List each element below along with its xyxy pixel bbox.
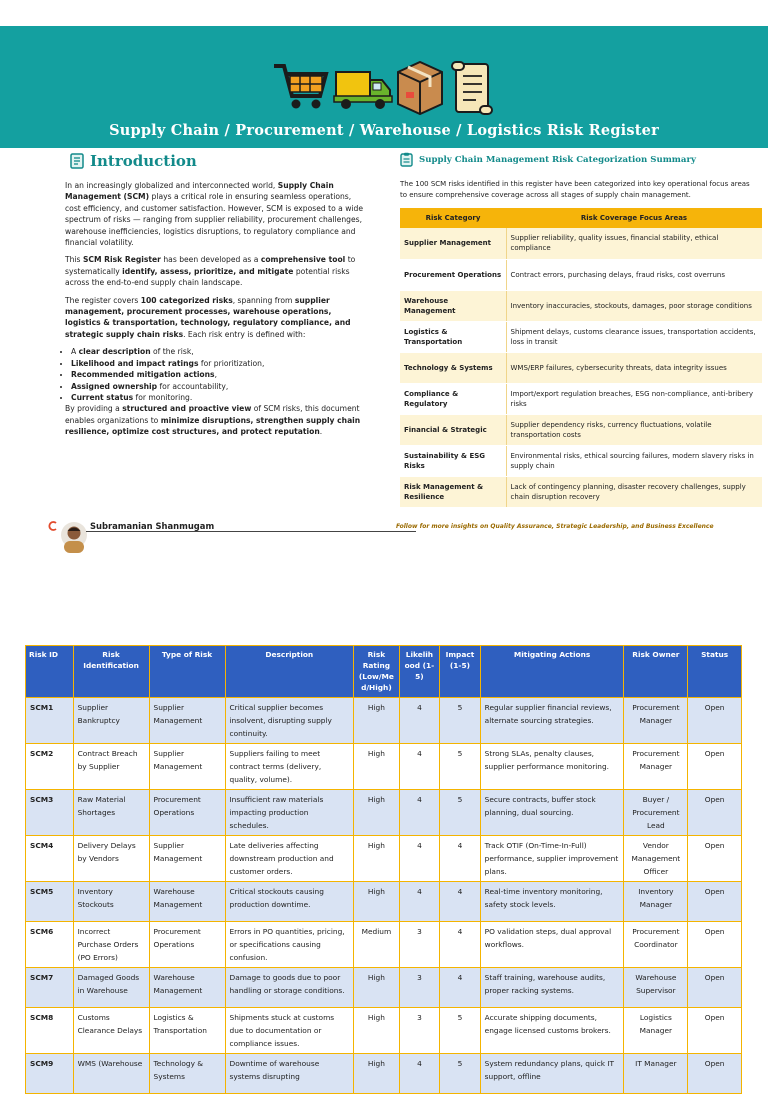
impact-cell: 5: [440, 698, 481, 744]
intro-paragraph-1: In an increasingly globalized and interconnected world, Supply Chain Management (SCM) plays a critical role in ensuring seamless operations, cost efficiency, and customer satisfaction. However, SCM is exposed to a wide spectrum of risks — ranging from supplier reliability, procurement challenges, warehouse inefficiencies, logistics disruptions, to regulatory compliance and financial volatility.: [65, 181, 364, 248]
introduction-title: Introduction: [90, 152, 197, 170]
focus-areas-cell: Shipment delays, customs clearance issues, transportation accidents, loss in transit: [506, 321, 762, 352]
list-item: • Assigned ownership for accountability,: [71, 381, 365, 392]
col-type-of-risk: Type of Risk: [149, 646, 225, 698]
clipboard-icon: [400, 152, 413, 167]
risk-rating-cell: High: [354, 836, 400, 882]
focus-areas-cell: Lack of contingency planning, disaster recovery challenges, supply chain disruption recovery: [506, 476, 762, 507]
delivery-truck-icon: [334, 72, 392, 109]
table-row: [400, 445, 762, 476]
likelihood-cell: 3: [399, 968, 440, 1008]
author-tagline: Follow for more insights on Quality Assurance, Strategic Leadership, and Business Excellence: [396, 523, 714, 530]
table-row: [400, 383, 762, 414]
risk-id-cell: SCM6: [26, 922, 74, 968]
col-likelihood: Likelih ood (1- 5): [399, 646, 440, 698]
risk-category-cell: Financial & Strategic: [400, 414, 506, 445]
risk-owner-cell: Buyer / Procurement Lead: [624, 790, 688, 836]
status-cell: Open: [688, 790, 742, 836]
risk-category-cell: Warehouse Management: [400, 290, 506, 321]
risk-id-cell: SCM1: [26, 698, 74, 744]
risk-identification-cell: Incorrect Purchase Orders (PO Errors): [73, 922, 149, 968]
risk-owner-cell: Procurement Manager: [624, 744, 688, 790]
shopping-cart-icon: [274, 66, 326, 109]
mitigating-actions-cell: Real-time inventory monitoring, safety stock levels.: [480, 882, 624, 922]
mitigating-actions-cell: Staff training, warehouse audits, proper racking systems.: [480, 968, 624, 1008]
impact-cell: 5: [440, 1054, 481, 1094]
risk-identification-cell: Raw Material Shortages: [73, 790, 149, 836]
risk-category-cell: Supplier Management: [400, 228, 506, 259]
impact-cell: 5: [440, 790, 481, 836]
risk-id-cell: SCM7: [26, 968, 74, 1008]
likelihood-cell: 4: [399, 1054, 440, 1094]
impact-cell: 4: [440, 968, 481, 1008]
table-row: [400, 414, 762, 445]
header-banner: [0, 26, 768, 148]
mitigating-actions-cell: Track OTIF (On-Time-In-Full) performance, supplier improvement plans.: [480, 836, 624, 882]
status-cell: Open: [688, 968, 742, 1008]
focus-areas-cell: Supplier reliability, quality issues, financial stability, ethical compliance: [506, 228, 762, 259]
table-row: [26, 1054, 742, 1094]
risk-identification-cell: Supplier Bankruptcy: [73, 698, 149, 744]
col-risk-identification: Risk Identification: [73, 646, 149, 698]
divider: [86, 531, 416, 532]
col-risk-id: Risk ID: [26, 646, 74, 698]
focus-areas-cell: WMS/ERP failures, cybersecurity threats, data integrity issues: [506, 352, 762, 383]
status-cell: Open: [688, 744, 742, 790]
summary-lead-text: The 100 SCM risks identified in this register have been categorized into key operational focus areas to ensure comprehensive coverage across all stages of supply chain management.: [400, 180, 750, 199]
introduction-heading: [70, 152, 197, 170]
description-cell: Suppliers failing to meet contract terms (delivery, quality, volume).: [225, 744, 354, 790]
risk-type-cell: Procurement Operations: [149, 790, 225, 836]
risk-identification-cell: Inventory Stockouts: [73, 882, 149, 922]
likelihood-cell: 4: [399, 698, 440, 744]
risk-type-cell: Warehouse Management: [149, 968, 225, 1008]
mitigating-actions-cell: Regular supplier financial reviews, alternate sourcing strategies.: [480, 698, 624, 744]
impact-cell: 4: [440, 882, 481, 922]
risk-id-cell: SCM5: [26, 882, 74, 922]
status-cell: Open: [688, 882, 742, 922]
list-item: • Likelihood and impact ratings for prioritization,: [71, 358, 365, 369]
table-row: [26, 1008, 742, 1054]
risk-rating-cell: High: [354, 744, 400, 790]
risk-rating-cell: High: [354, 698, 400, 744]
column-header-focus: Risk Coverage Focus Areas: [506, 208, 762, 228]
mitigating-actions-cell: System redundancy plans, quick IT support, offline: [480, 1054, 624, 1094]
focus-areas-cell: Contract errors, purchasing delays, fraud risks, cost overruns: [506, 259, 762, 290]
table-row: [26, 698, 742, 744]
description-cell: Errors in PO quantities, pricing, or specifications causing confusion.: [225, 922, 354, 968]
risk-rating-cell: High: [354, 790, 400, 836]
table-row: [26, 836, 742, 882]
mitigating-actions-cell: Accurate shipping documents, engage licensed customs brokers.: [480, 1008, 624, 1054]
mitigating-actions-cell: PO validation steps, dual approval workflows.: [480, 922, 624, 968]
risk-owner-cell: Procurement Manager: [624, 698, 688, 744]
risk-id-cell: SCM8: [26, 1008, 74, 1054]
intro-paragraph-2: This SCM Risk Register has been developed as a comprehensive tool to systematically identify, assess, prioritize, and mitigate potential risks across the end-to-end supply chain landscape.: [65, 255, 356, 288]
likelihood-cell: 4: [399, 836, 440, 882]
risk-category-cell: Technology & Systems: [400, 352, 506, 383]
col-impact: Impact (1-5): [440, 646, 481, 698]
risk-owner-cell: Warehouse Supervisor: [624, 968, 688, 1008]
col-risk-owner: Risk Owner: [624, 646, 688, 698]
risk-type-cell: Supplier Management: [149, 744, 225, 790]
table-row: [26, 790, 742, 836]
table-row: [400, 476, 762, 507]
risk-rating-cell: Medium: [354, 922, 400, 968]
col-description: Description: [225, 646, 354, 698]
description-cell: Shipments stuck at customs due to documentation or compliance issues.: [225, 1008, 354, 1054]
table-header-row: [400, 208, 762, 228]
table-row: [400, 321, 762, 352]
risk-category-summary-table: [400, 208, 762, 508]
list-item: • A clear description of the risk,: [71, 346, 365, 357]
impact-cell: 5: [440, 744, 481, 790]
document-icon: [70, 153, 84, 169]
author-strip: [48, 517, 762, 557]
risk-id-cell: SCM2: [26, 744, 74, 790]
focus-areas-cell: Inventory inaccuracies, stockouts, damages, poor storage conditions: [506, 290, 762, 321]
risk-identification-cell: Contract Breach by Supplier: [73, 744, 149, 790]
table-row: [26, 882, 742, 922]
introduction-body: [65, 180, 365, 444]
col-risk-rating: Risk Rating (Low/Me d/High): [354, 646, 400, 698]
impact-cell: 4: [440, 922, 481, 968]
risk-identification-cell: WMS (Warehouse: [73, 1054, 149, 1094]
avatar: [60, 521, 88, 553]
risk-id-cell: SCM9: [26, 1054, 74, 1094]
risk-type-cell: Procurement Operations: [149, 922, 225, 968]
risk-rating-cell: High: [354, 968, 400, 1008]
risk-type-cell: Technology & Systems: [149, 1054, 225, 1094]
risk-type-cell: Supplier Management: [149, 698, 225, 744]
summary-title: Supply Chain Management Risk Categorization Summary: [419, 154, 696, 165]
risk-owner-cell: Procurement Coordinator: [624, 922, 688, 968]
risk-category-cell: Sustainability & ESG Risks: [400, 445, 506, 476]
table-row: [26, 922, 742, 968]
risk-rating-cell: High: [354, 1054, 400, 1094]
risk-rating-cell: High: [354, 882, 400, 922]
intro-bullet-list: [55, 346, 365, 403]
risk-category-cell: Procurement Operations: [400, 259, 506, 290]
table-row: [26, 968, 742, 1008]
risk-category-cell: Risk Management & Resilience: [400, 476, 506, 507]
description-cell: Insufficient raw materials impacting production schedules.: [225, 790, 354, 836]
table-row: [400, 290, 762, 321]
description-cell: Critical stockouts causing production downtime.: [225, 882, 354, 922]
risk-type-cell: Logistics & Transportation: [149, 1008, 225, 1054]
column-header-category: Risk Category: [400, 208, 506, 228]
status-cell: Open: [688, 922, 742, 968]
col-status: Status: [688, 646, 742, 698]
risk-rating-cell: High: [354, 1008, 400, 1054]
package-box-icon: [398, 62, 442, 114]
risk-category-cell: Compliance & Regulatory: [400, 383, 506, 414]
mitigating-actions-cell: Secure contracts, buffer stock planning, dual sourcing.: [480, 790, 624, 836]
intro-paragraph-3: The register covers 100 categorized risks, spanning from supplier management, procurement processes, warehouse operations, logistics & transportation, technology, regulatory compliance, and strategic supply chain risks. Each risk entry is defined with:: [65, 295, 351, 339]
risk-identification-cell: Damaged Goods in Warehouse: [73, 968, 149, 1008]
status-cell: Open: [688, 1008, 742, 1054]
summary-heading: [400, 152, 696, 167]
risk-identification-cell: Delivery Delays by Vendors: [73, 836, 149, 882]
risk-identification-cell: Customs Clearance Delays: [73, 1008, 149, 1054]
impact-cell: 5: [440, 1008, 481, 1054]
description-cell: Downtime of warehouse systems disrupting: [225, 1054, 354, 1094]
description-cell: Late deliveries affecting downstream production and customer orders.: [225, 836, 354, 882]
likelihood-cell: 3: [399, 1008, 440, 1054]
risk-owner-cell: IT Manager: [624, 1054, 688, 1094]
risk-type-cell: Supplier Management: [149, 836, 225, 882]
focus-areas-cell: Import/export regulation breaches, ESG non-compliance, anti-bribery risks: [506, 383, 762, 414]
risk-id-cell: SCM3: [26, 790, 74, 836]
intro-paragraph-4: By providing a structured and proactive view of SCM risks, this document enables organizations to minimize disruptions, strengthen supply chain resilience, optimize cost structures, and protect reputation.: [65, 404, 361, 437]
focus-areas-cell: Environmental risks, ethical sourcing failures, modern slavery risks in supply chain: [506, 445, 762, 476]
risk-type-cell: Warehouse Management: [149, 882, 225, 922]
risk-category-cell: Logistics & Transportation: [400, 321, 506, 352]
list-item: • Current status for monitoring.: [71, 392, 365, 403]
status-cell: Open: [688, 836, 742, 882]
description-cell: Critical supplier becomes insolvent, disrupting supply continuity.: [225, 698, 354, 744]
banner-icons: [270, 56, 500, 118]
author-name: Subramanian Shanmugam: [90, 521, 215, 531]
status-cell: Open: [688, 1054, 742, 1094]
likelihood-cell: 4: [399, 744, 440, 790]
table-header-row: [26, 646, 742, 698]
likelihood-cell: 3: [399, 922, 440, 968]
risk-owner-cell: Vendor Management Officer: [624, 836, 688, 882]
table-row: [400, 259, 762, 290]
risk-owner-cell: Inventory Manager: [624, 882, 688, 922]
likelihood-cell: 4: [399, 790, 440, 836]
impact-cell: 4: [440, 836, 481, 882]
mitigating-actions-cell: Strong SLAs, penalty clauses, supplier performance monitoring.: [480, 744, 624, 790]
scroll-icon: [452, 62, 492, 114]
focus-areas-cell: Supplier dependency risks, currency fluctuations, volatile transportation costs: [506, 414, 762, 445]
list-item: • Recommended mitigation actions,: [71, 369, 365, 380]
table-row: [26, 744, 742, 790]
table-row: [400, 228, 762, 259]
table-row: [400, 352, 762, 383]
likelihood-cell: 4: [399, 882, 440, 922]
document-title: Supply Chain / Procurement / Warehouse / Logistics Risk Register: [109, 122, 659, 139]
risk-id-cell: SCM4: [26, 836, 74, 882]
risk-register-table: [25, 645, 742, 1094]
description-cell: Damage to goods due to poor handling or storage conditions.: [225, 968, 354, 1008]
author-logo-icon: [48, 521, 58, 531]
status-cell: Open: [688, 698, 742, 744]
risk-owner-cell: Logistics Manager: [624, 1008, 688, 1054]
col-mitigating-actions: Mitigating Actions: [480, 646, 624, 698]
